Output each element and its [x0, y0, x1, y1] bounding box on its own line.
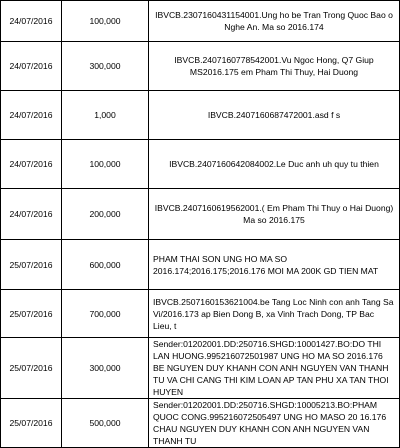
date-cell: 24/07/2016	[1, 1, 62, 42]
description-cell	[149, 91, 400, 140]
table-row	[1, 240, 400, 290]
amount-cell: 100,000	[62, 140, 149, 189]
table-row	[1, 1, 400, 42]
description-cell	[149, 1, 400, 42]
description-text: IBVCB.2307160431154001.Ung ho be Tran Trong Quoc Bao o Nghe An. Ma so 2016.174	[155, 10, 393, 32]
description-text: IBVCB.2407160642084002.Le Duc anh uh quy tu thien	[169, 159, 379, 169]
table-row	[1, 91, 400, 140]
table-row	[1, 140, 400, 189]
amount-cell: 600,000	[62, 240, 149, 290]
date-cell: 24/07/2016	[1, 91, 62, 140]
amount-cell: 500,000	[62, 399, 149, 448]
table-row	[1, 338, 400, 399]
description-cell	[149, 399, 400, 448]
amount-cell: 300,000	[62, 338, 149, 399]
description-cell	[149, 189, 400, 240]
description-cell	[149, 42, 400, 91]
date-cell: 25/07/2016	[1, 338, 62, 399]
description-text: PHAM THAI SON UNG HO MA SO 2016.174;2016.175;2016.176 MOI MA 200K GD TIEN MAT	[153, 253, 379, 276]
description-text: IBVCB.2407160619562001.( Em Pham Thi Thuy o Hai Duong) Ma so 2016.175	[154, 203, 394, 225]
table-row	[1, 42, 400, 91]
description-text: IBVCB.2507160153621004.be Tang Loc Ninh con anh Tang Sa Vi/2016.173 ap Bien Dong B, xa Vinh Trach Dong, TP Bac Lieu, t	[153, 296, 394, 331]
date-cell: 25/07/2016	[1, 240, 62, 290]
description-text: Sender:01202001.DD:250716.SHGD:10005213.BO:PHAM QUOC CONG.995216072505497 UNG HO MASO 20 16.176 CHAU NGUYEN DUY KHANH CON ANH NGUYEN VAN THANH TU	[153, 400, 387, 446]
description-cell	[149, 290, 400, 338]
description-cell	[149, 140, 400, 189]
amount-cell: 100,000	[62, 1, 149, 42]
amount-cell: 700,000	[62, 290, 149, 338]
amount-cell: 300,000	[62, 42, 149, 91]
amount-cell: 1,000	[62, 91, 149, 140]
date-cell: 24/07/2016	[1, 140, 62, 189]
date-cell: 25/07/2016	[1, 290, 62, 338]
table-row	[1, 290, 400, 338]
description-text: IBVCB.2407160778542001.Vu Ngoc Hong, Q7 Giup MS2016.175 em Pham Thi Thuy, Hai Duong	[174, 55, 374, 77]
date-cell: 24/07/2016	[1, 189, 62, 240]
date-cell: 25/07/2016	[1, 399, 62, 448]
table-row	[1, 399, 400, 448]
description-text: Sender:01202001.DD:250716.SHGD:10001427.BO:DO THI LAN HUONG.995216072501987 UNG HO MA SO 2016.176 BE NGUYEN DUY KHANH CON ANH NGUYEN VAN THANH TU VA CHI CANG THI KIM LOAN AP TAN PHU XA TAN THOI HUYEN	[153, 339, 389, 397]
amount-cell: 200,000	[62, 189, 149, 240]
description-cell	[149, 338, 400, 399]
description-cell	[149, 240, 400, 290]
date-cell: 24/07/2016	[1, 42, 62, 91]
table-row	[1, 189, 400, 240]
description-text: IBVCB.2407160687472001.asd f s	[207, 110, 341, 120]
